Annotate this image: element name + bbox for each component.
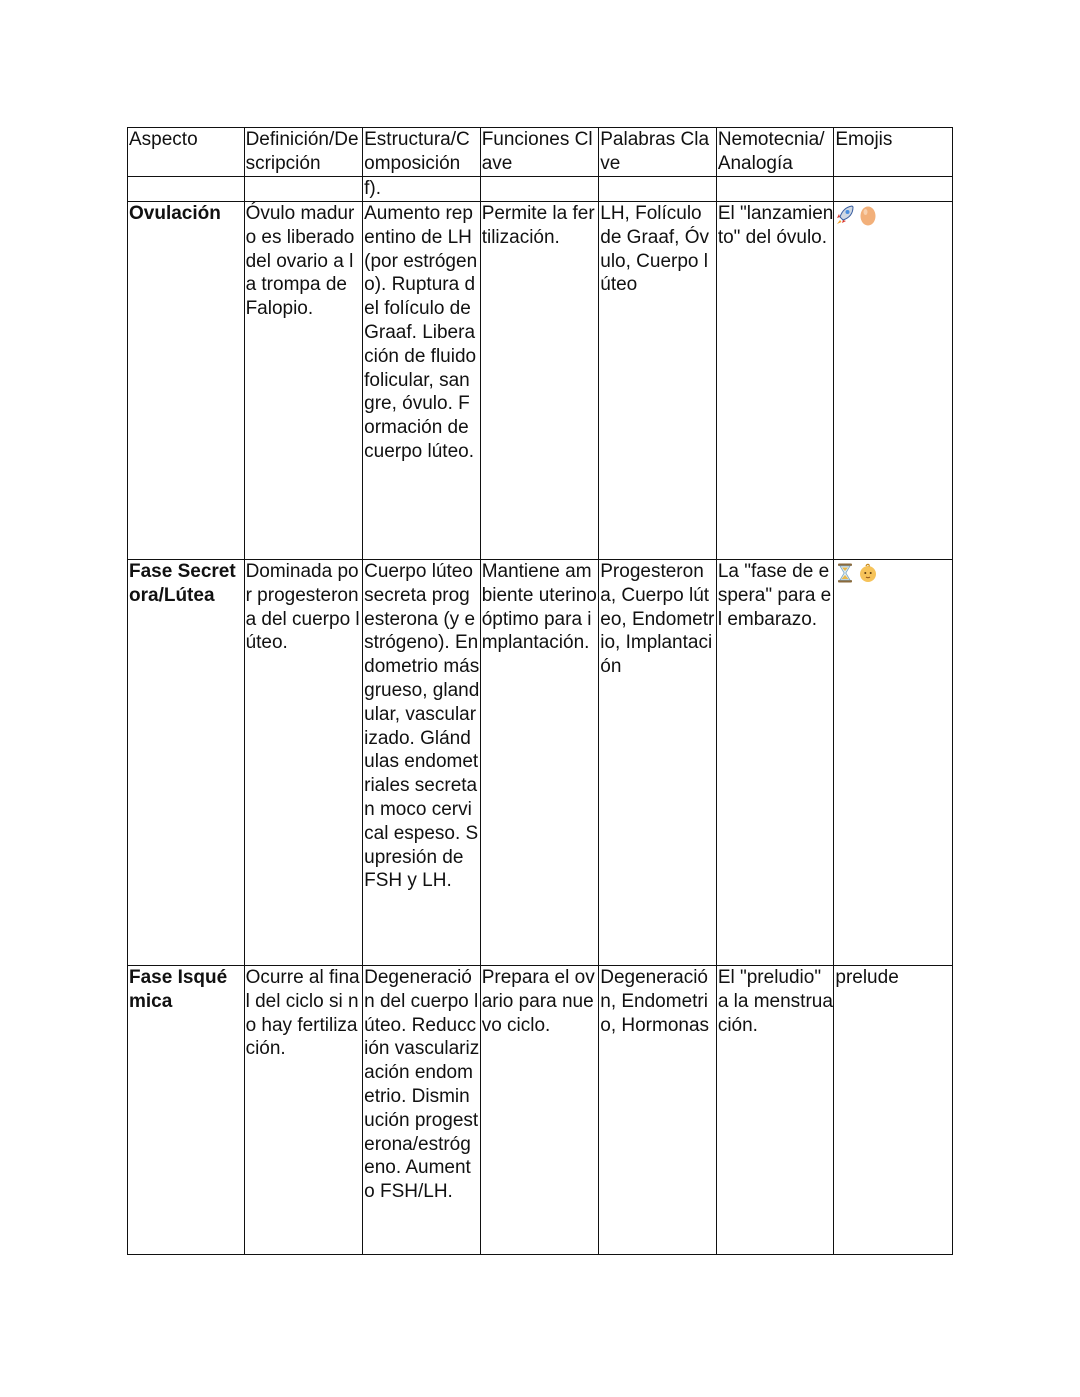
cell-palabras: LH, Folículo de Graaf, Óvulo, Cuerpo lúteo	[599, 202, 717, 560]
cell-definicion: Ocurre al final del ciclo si no hay fertilización.	[244, 966, 363, 1255]
cell-estructura: Degeneración del cuerpo lúteo. Reducción vascularización endometrio. Disminución progesterona/estrógeno. Aumento FSH/LH.	[363, 966, 481, 1255]
header-emojis: Emojis	[834, 128, 953, 177]
cell-palabras: Degeneración, Endometrio, Hormonas	[599, 966, 717, 1255]
header-row	[128, 128, 953, 177]
cell-empty	[834, 177, 953, 202]
cell-empty	[128, 177, 245, 202]
cell-empty	[244, 177, 363, 202]
table-row	[128, 966, 953, 1255]
cell-empty	[716, 177, 834, 202]
content-table	[127, 127, 953, 1255]
header-palabras: Palabras Clave	[599, 128, 717, 177]
cell-empty	[480, 177, 599, 202]
cell-estructura-spill: f).	[363, 177, 481, 202]
rocket-icon	[835, 204, 855, 226]
cell-emojis: prelude	[834, 966, 953, 1255]
table-row	[128, 560, 953, 966]
cell-nemotecnia: La "fase de espera" para el embarazo.	[716, 560, 834, 966]
cell-estructura: Cuerpo lúteo secreta progesterona (y estrógeno). Endometrio más grueso, glandular, vascularizado. Glándulas endometriales secretan moco cervical espeso. Supresión de FSH y LH.	[363, 560, 481, 966]
header-aspecto: Aspecto	[128, 128, 245, 177]
cell-aspecto: Ovulación	[128, 202, 245, 560]
cell-funciones: Mantiene ambiente uterino óptimo para implantación.	[480, 560, 599, 966]
cell-funciones: Prepara el ovario para nuevo ciclo.	[480, 966, 599, 1255]
cell-nemotecnia: El "preludio" a la menstruación.	[716, 966, 834, 1255]
cell-funciones: Permite la fertilización.	[480, 202, 599, 560]
cell-aspecto: Fase Isquémica	[128, 966, 245, 1255]
header-funciones: Funciones Clave	[480, 128, 599, 177]
table-row	[128, 202, 953, 560]
hourglass-icon	[835, 562, 855, 584]
egg-icon	[858, 204, 878, 226]
cell-emojis	[834, 560, 953, 966]
header-definicion: Definición/Descripción	[244, 128, 363, 177]
table-row	[128, 177, 953, 202]
cell-nemotecnia: El "lanzamiento" del óvulo.	[716, 202, 834, 560]
baby-icon	[858, 562, 878, 584]
cell-emojis	[834, 202, 953, 560]
cell-palabras: Progesterona, Cuerpo lúteo, Endometrio, Implantación	[599, 560, 717, 966]
cell-aspecto: Fase Secretora/Lútea	[128, 560, 245, 966]
header-estructura: Estructura/Composición	[363, 128, 481, 177]
cell-empty	[599, 177, 717, 202]
cell-estructura: Aumento repentino de LH (por estrógeno). Ruptura del folículo de Graaf. Liberación de fluido folicular, sangre, óvulo. Formación de cuerpo lúteo.	[363, 202, 481, 560]
header-nemotecnia: Nemotecnia/Analogía	[716, 128, 834, 177]
cell-definicion: Dominada por progesterona del cuerpo lúteo.	[244, 560, 363, 966]
cell-definicion: Óvulo maduro es liberado del ovario a la trompa de Falopio.	[244, 202, 363, 560]
